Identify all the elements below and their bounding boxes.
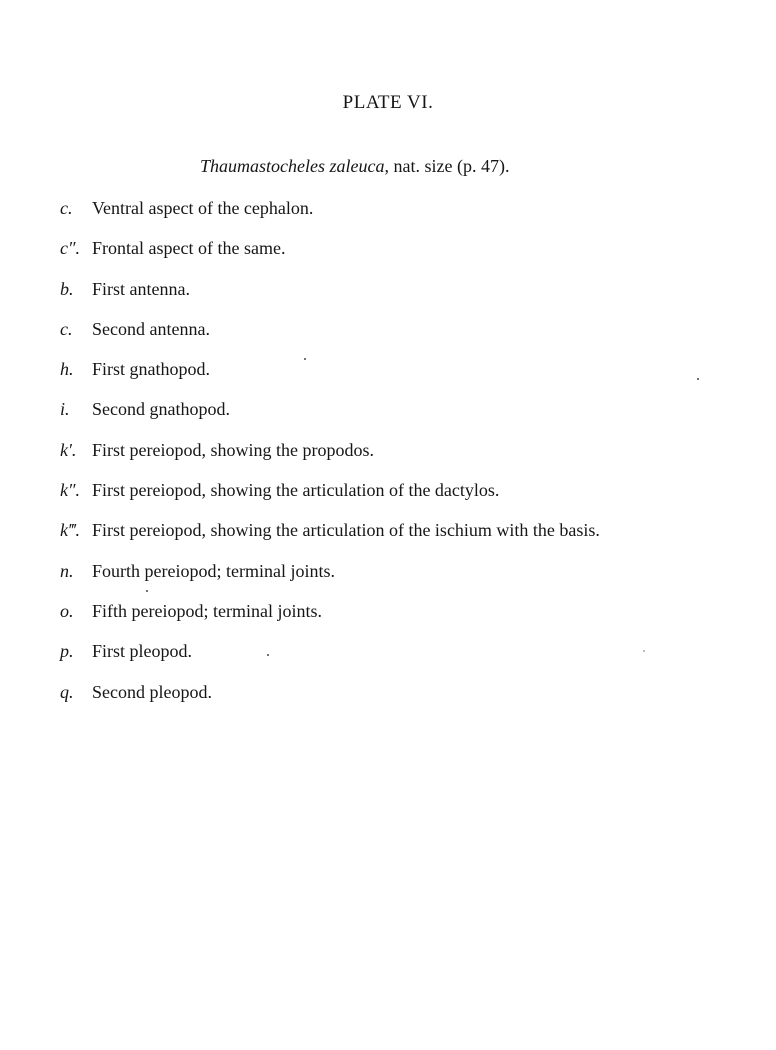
legend-label: p. [60,641,74,662]
legend-description: First pleopod. [92,641,193,662]
scan-speck [304,358,306,360]
species-name: Thaumastocheles zaleuca [200,156,385,176]
legend-item [60,238,760,278]
legend-label: c″. [60,238,80,259]
legend-item [60,279,760,319]
legend-label: k″. [60,480,80,501]
legend-label: o. [60,600,74,621]
legend-description: First pereiopod, showing the articulation of the dactylos. [92,480,500,501]
legend-description: Frontal aspect of the same. [92,238,286,259]
legend-description: Second pleopod. [92,681,212,702]
legend-label: b. [60,278,74,299]
legend-description: Fifth pereiopod; terminal joints. [92,600,322,621]
legend-label: k‴. [60,520,81,541]
legend-label: i. [60,399,70,420]
legend-item [60,601,760,641]
legend-description: Second gnathopod. [92,399,230,420]
legend-item [60,440,760,480]
legend-description: First gnathopod. [92,359,211,380]
legend-label: c. [60,318,73,339]
legend-label: c. [60,198,73,218]
legend-description: First pereiopod, showing the propodos. [92,439,374,460]
legend-label: k′. [60,439,77,460]
plate-title: PLATE VI. [342,92,434,113]
legend-item [60,561,760,601]
legend-item [60,359,760,399]
legend-label: q. [60,681,74,702]
legend-item [60,520,760,560]
figure-legend-list [60,198,760,722]
legend-item [60,198,760,238]
scan-speck [267,654,269,656]
legend-description: Ventral aspect of the cephalon. [92,198,314,218]
subtitle-rest: , nat. size (p. 47). [384,156,510,176]
legend-item [60,641,760,681]
legend-item [60,399,760,439]
legend-description: Second antenna. [92,318,210,339]
scan-speck [146,590,148,592]
plate-subtitle [200,156,509,177]
scan-speck [643,650,645,652]
legend-item [60,682,760,722]
scan-speck [697,378,699,380]
legend-item [60,319,760,359]
legend-description: First pereiopod, showing the articulation of the ischium with the basis. [92,520,600,541]
legend-description: Fourth pereiopod; terminal joints. [92,560,335,581]
legend-item [60,480,760,520]
legend-description: First antenna. [92,278,190,299]
legend-label: n. [60,560,74,581]
legend-label: h. [60,359,74,380]
